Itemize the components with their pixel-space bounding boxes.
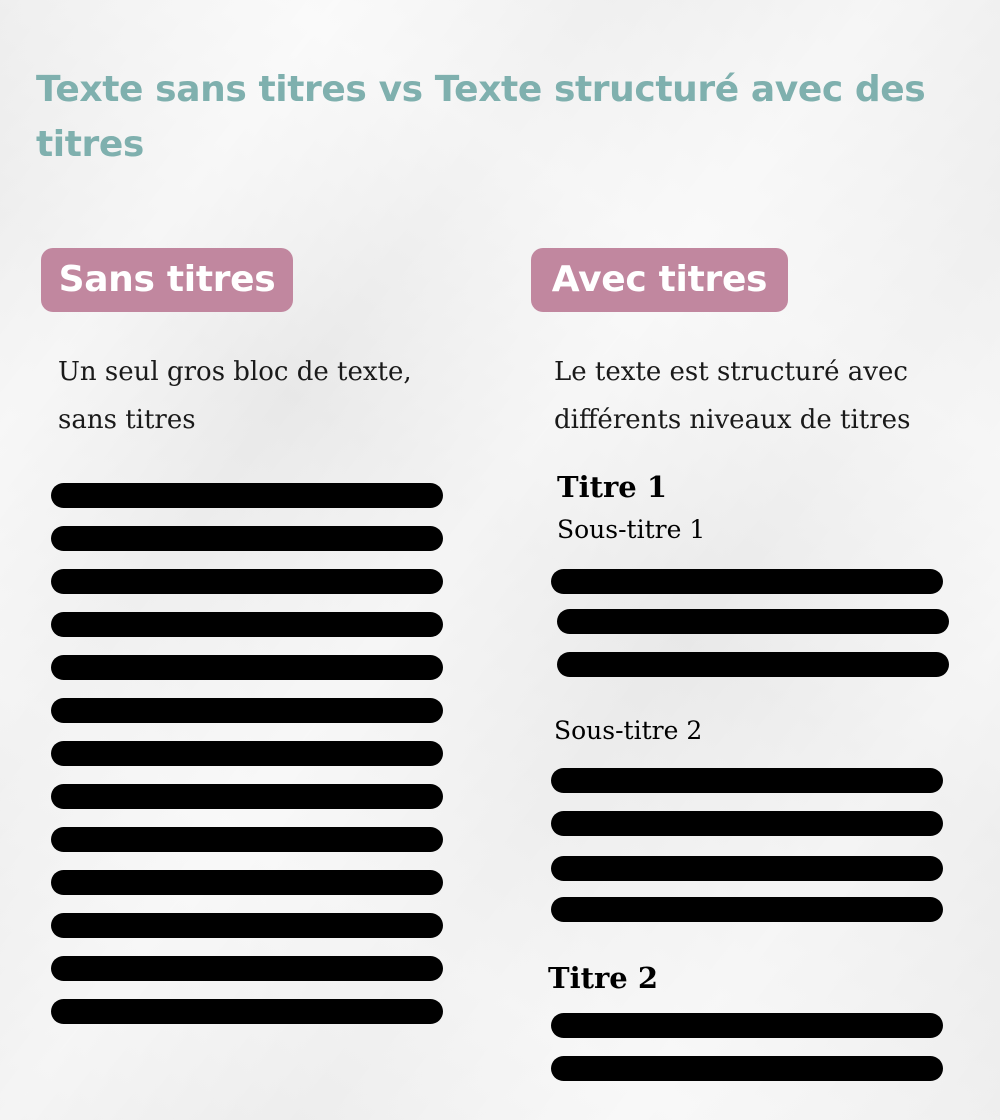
text-line	[51, 741, 443, 766]
text-line	[551, 897, 943, 922]
badge-sans-titres: Sans titres	[41, 248, 293, 312]
text-line	[51, 569, 443, 594]
heading-titre-2: Titre 2	[548, 961, 658, 995]
page-title: Texte sans titres vs Texte structuré avec des titres	[36, 69, 926, 165]
text-line	[557, 609, 949, 634]
text-line	[551, 569, 943, 594]
heading-titre-1: Titre 1	[557, 470, 667, 504]
text-line	[551, 1056, 943, 1081]
text-line	[51, 956, 443, 981]
text-line	[551, 856, 943, 881]
text-line	[557, 652, 949, 677]
text-line	[551, 1013, 943, 1038]
text-line	[51, 698, 443, 723]
text-line	[551, 768, 943, 793]
text-line	[51, 913, 443, 938]
text-line	[51, 655, 443, 680]
text-line	[51, 612, 443, 637]
subheading-sous-titre-1: Sous-titre 1	[557, 515, 706, 544]
right-description: Le texte est structuré avec différents niveaux de titres	[554, 357, 911, 435]
text-line	[51, 784, 443, 809]
text-line	[51, 999, 443, 1024]
text-line	[551, 811, 943, 836]
badge-avec-titres: Avec titres	[531, 248, 788, 312]
subheading-sous-titre-2: Sous-titre 2	[554, 716, 703, 745]
text-line	[51, 827, 443, 852]
text-line	[51, 526, 443, 551]
text-line	[51, 483, 443, 508]
text-line	[51, 870, 443, 895]
left-description: Un seul gros bloc de texte, sans titres	[58, 357, 412, 435]
